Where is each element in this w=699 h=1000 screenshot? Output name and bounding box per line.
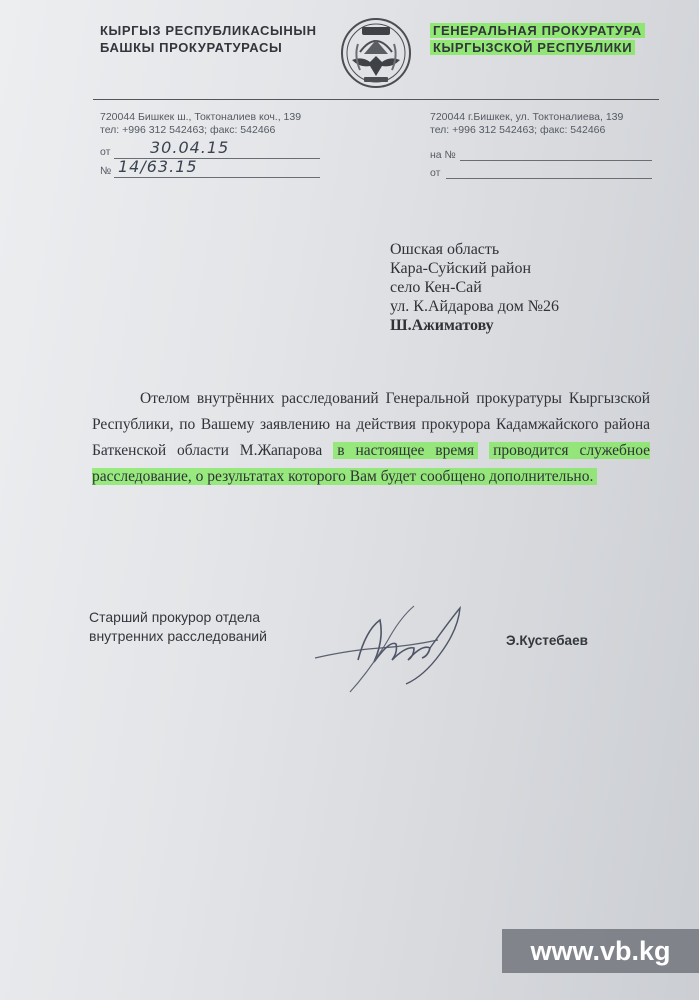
date-label: от [100, 146, 111, 158]
header-left-line2: БАШКЫ ПРОКУРАТУРАСЫ [100, 40, 283, 55]
signatory-name: Э.Кустебаев [506, 633, 588, 648]
address-left-line1: 720044 Бишкек ш., Токтоналиев коч., 139 [100, 111, 302, 123]
body-plain-text: Отелом внутрённих расследований Генеральной прокуратуры Кыргызской Республики, по Вашему заявлению на действия прокурора Кадамжайского района Баткенской области М.Жапарова [92, 390, 650, 459]
body-highlight-1: в настоящее время [333, 442, 478, 459]
header-right-line1: ГЕНЕРАЛЬНАЯ ПРОКУРАТУРА [430, 23, 645, 38]
handwritten-date: 30.04.15 [150, 138, 230, 157]
handwritten-number: 14/63.15 [118, 157, 198, 176]
recipient-name: Ш.Ажиматову [390, 317, 494, 334]
address-left-line2: тел: +996 312 542463; факс: 542466 [100, 124, 276, 136]
signatory-title-line1: Старший прокурор отдела [89, 609, 261, 625]
signatory-title [89, 608, 267, 646]
recipient-region: Ошская область [390, 241, 500, 258]
address-right-line1: 720044 г.Бишкек, ул. Токтоналиева, 139 [430, 111, 624, 123]
recipient-district: Кара-Суйский район [390, 260, 532, 277]
recipient-village: село Кен-Сай [390, 279, 482, 296]
address-right [430, 111, 623, 137]
to-number-label: на № [430, 149, 456, 161]
address-left [100, 111, 301, 137]
header-divider [93, 99, 659, 100]
body-highlight-2: проводится служебное расследование, о результатах которого Вам будет сообщено дополнительно. [92, 442, 651, 485]
header-right-russian [430, 22, 645, 56]
number-label: № [100, 165, 112, 177]
recipient-street: ул. К.Айдарова дом №26 [390, 298, 559, 315]
header-right-line2: КЫРГЫЗСКОЙ РЕСПУБЛИКИ [430, 40, 635, 55]
from-line [446, 178, 652, 179]
signatory-title-line2: внутренних расследований [89, 628, 267, 644]
header-left-kyrgyz [100, 22, 317, 56]
header-left-line1: КЫРГЫЗ РЕСПУБЛИКАСЫНЫН [100, 23, 317, 38]
recipient-block [390, 240, 559, 335]
kyrgyz-emblem-icon [340, 16, 412, 90]
number-line [114, 177, 320, 178]
to-number-line [460, 160, 652, 161]
handwritten-signature-icon [310, 600, 480, 700]
address-right-line2: тел: +996 312 542463; факс: 542466 [430, 124, 606, 136]
watermark-banner: www.vb.kg [502, 929, 699, 973]
letter-body [92, 386, 650, 490]
from-label: от [430, 167, 441, 179]
